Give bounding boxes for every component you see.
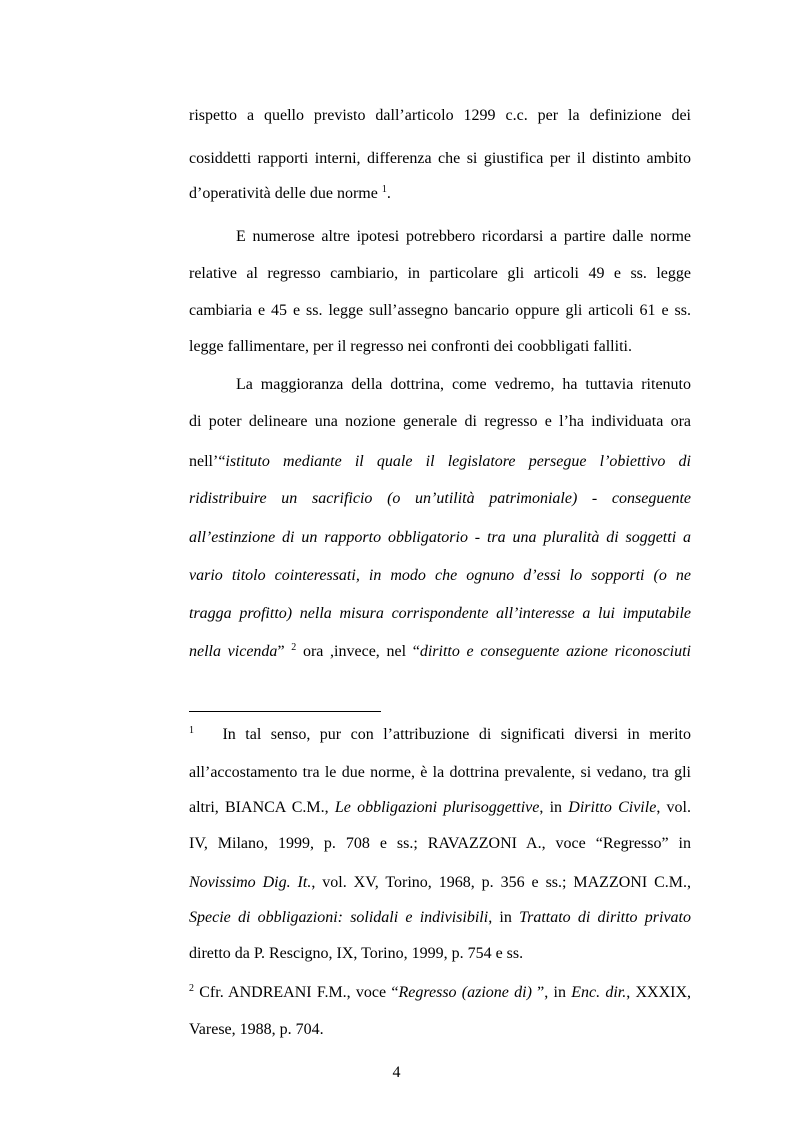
quote-line: all’estinzione di un rapporto obbligatorio - tra una pluralità di soggetti a	[189, 529, 691, 546]
footnote-line	[189, 983, 691, 1003]
footnote-title: Enc. dir.	[571, 984, 627, 1001]
footnote-line	[189, 908, 691, 928]
quote-line: ridistribuire un sacrificio (o un’utilità patrimoniale) - conseguente	[189, 490, 691, 507]
quote-text: istituto mediante il quale il legislatore persegue l’obiettivo di	[225, 453, 691, 470]
footnote-title: Diritto Civile	[568, 799, 657, 816]
body-line	[189, 184, 691, 204]
footnote-title: Novissimo Dig. It.	[189, 874, 312, 891]
footnote-marker: 1	[189, 725, 194, 736]
footnote-line: Varese, 1988, p. 704.	[189, 1021, 324, 1038]
quote-line: vario titolo cointeressati, in modo che ognuno d’essi lo sopporti (o ne	[189, 567, 691, 584]
body-line: cambiaria e 45 e ss. legge sull’assegno bancario oppure gli articoli 61 e ss.	[189, 302, 691, 319]
body-line: relative al regresso cambiario, in particolare gli articoli 49 e ss. legge	[189, 265, 691, 282]
body-text: ora ,invece, nel “	[296, 643, 420, 660]
footnote-title: Regresso (azione di)	[398, 984, 532, 1001]
body-line: legge fallimentare, per il regresso nei confronti dei coobbligati falliti.	[189, 338, 632, 355]
footnote-text: , vol. XV, Torino, 1968, p. 356 e ss.; MAZZONI C.M.,	[311, 874, 691, 891]
footnote-line: diretto da P. Rescigno, IX, Torino, 1999, p. 754 e ss.	[189, 945, 524, 962]
footnote-text: , in	[539, 799, 569, 816]
footnote-text: In tal senso, pur con l’attribuzione di significati diversi in merito	[222, 726, 692, 743]
footnote-text: Cfr. ANDREANI F.M., voce “	[194, 984, 399, 1001]
body-text: ”	[277, 643, 285, 660]
footnote-title: Le obbligazioni plurisoggettive	[334, 799, 540, 816]
body-line: E numerose altre ipotesi potrebbero ricordarsi a partire dalle norme	[236, 228, 691, 245]
body-line: La maggioranza della dottrina, come vedremo, ha tuttavia ritenuto	[236, 376, 691, 393]
footnote-separator	[189, 711, 381, 712]
footnote-line	[189, 798, 691, 818]
footnote-title: Specie di obbligazioni: solidali e indivisibili	[189, 909, 489, 926]
body-text: nell’“	[189, 453, 226, 470]
body-line: rispetto a quello previsto dall’articolo 1299 c.c. per la definizione dei	[189, 107, 691, 124]
page-number: 4	[392, 1064, 401, 1081]
footnote-line: IV, Milano, 1999, p. 708 e ss.; RAVAZZONI A., voce “Regresso” in	[189, 835, 691, 852]
footnote-text: , vol.	[656, 799, 692, 816]
footnote-title: Trattato di diritto privato	[519, 909, 691, 926]
body-line: cosiddetti rapporti interni, differenza che si giustifica per il distinto ambito	[189, 150, 691, 167]
footnote-ref: 2	[291, 642, 297, 653]
body-line	[189, 452, 691, 472]
body-text: d’operatività delle due norme	[189, 185, 378, 202]
footnote-line	[189, 725, 691, 745]
body-line	[189, 642, 691, 662]
footnote-text: ”, in	[531, 984, 572, 1001]
footnote-text: , XXXIX,	[626, 984, 692, 1001]
footnote-text: , in	[488, 909, 520, 926]
quote-text: diritto e conseguente azione riconosciuti	[419, 643, 692, 660]
footnote-line	[189, 873, 691, 893]
quote-text: nella vicenda	[189, 643, 278, 660]
body-text: .	[386, 185, 391, 202]
footnote-text: altri, BIANCA C.M.,	[189, 799, 335, 816]
footnote-line: all’accostamento tra le due norme, è la dottrina prevalente, si vedano, tra gli	[189, 764, 691, 781]
quote-line: tragga profitto) nella misura corrispondente all’interesse a lui imputabile	[189, 605, 691, 622]
footnote-ref: 1	[381, 184, 387, 195]
footnote-marker: 2	[189, 983, 194, 994]
body-line: di poter delineare una nozione generale di regresso e l’ha individuata ora	[189, 413, 691, 430]
